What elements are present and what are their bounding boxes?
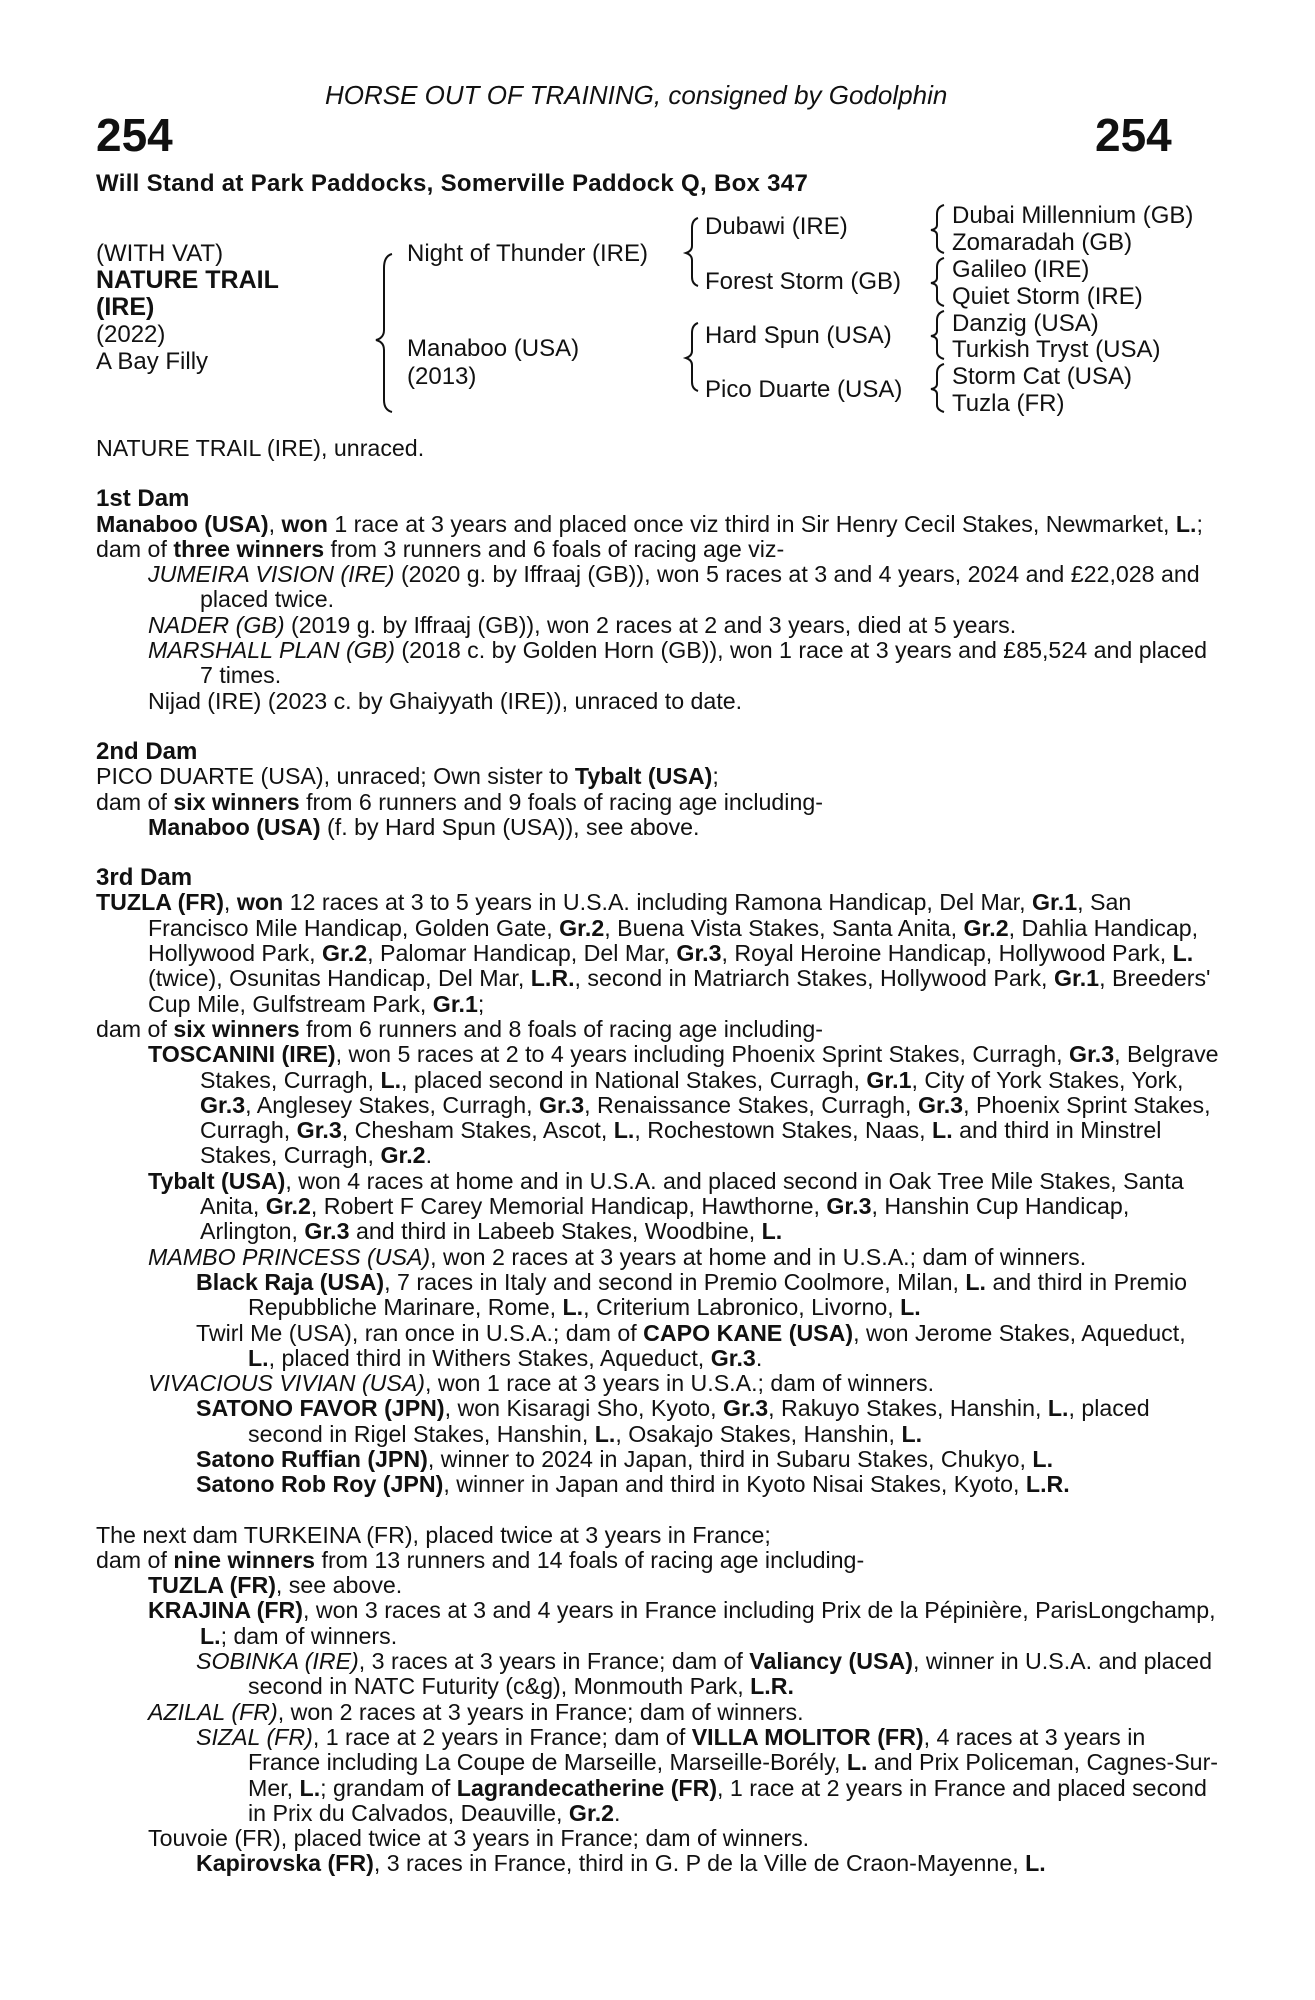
produce-satono-ruffian: Satono Ruffian (JPN), winner to 2024 in Japan, third in Subaru Stakes, Chukyo, L. <box>196 1445 1054 1472</box>
pedigree-ssd: Zomaradah (GB) <box>952 229 1133 256</box>
pedigree-sire: Night of Thunder (IRE) <box>407 240 648 267</box>
horse-name: NATURE TRAIL <box>96 266 279 294</box>
horse-country: (IRE) <box>96 293 155 321</box>
consignor-banner: HORSE OUT OF TRAINING, consigned by Godolphin <box>325 80 948 110</box>
pedigree-dam-dam: Pico Duarte (USA) <box>705 376 903 403</box>
lot-number-left: 254 <box>96 109 173 161</box>
produce-twirl-me: Twirl Me (USA), ran once in U.S.A.; dam of CAPO KANE (USA), won Jerome Stakes, Aqueduct, L., placed third in Withers Stakes, Aqueduct, Gr.3. <box>196 1319 1186 1371</box>
pedigree-dam-sire: Hard Spun (USA) <box>705 322 892 349</box>
produce-mambo-princess: MAMBO PRINCESS (USA), won 2 races at 3 years at home and in U.S.A.; dam of winners. <box>148 1243 1087 1270</box>
stabling-location: Will Stand at Park Paddocks, Somerville Paddock Q, Box 347 <box>96 170 809 197</box>
unraced-line: NATURE TRAIL (IRE), unraced. <box>96 435 425 461</box>
produce-touvoie: Touvoie (FR), placed twice at 3 years in France; dam of winners. <box>148 1825 810 1852</box>
produce-manaboo: Manaboo (USA) (f. by Hard Spun (USA)), see above. <box>148 813 700 840</box>
next-dam-produce: dam of nine winners from 13 runners and 14 foals of racing age including- <box>96 1546 865 1573</box>
produce-nijad: Nijad (IRE) (2023 c. by Ghaiyyath (IRE)), unraced to date. <box>148 687 743 714</box>
race-record-body <box>96 436 1219 1877</box>
next-dam-record: The next dam TURKEINA (FR), placed twice at 3 years in France; <box>96 1521 771 1548</box>
second-dam-heading: 2nd Dam <box>96 737 198 765</box>
produce-vivacious-vivian: VIVACIOUS VIVIAN (USA), won 1 race at 3 years in U.S.A.; dam of winners. <box>148 1370 935 1397</box>
produce-tybalt: Tybalt (USA), won 4 races at home and in U.S.A. and placed second in Oak Tree Mile Stakes, Santa Anita, Gr.2, Robert F Carey Memorial Handicap, Hawthorne, Gr.3, Hanshin Cup Handicap, Arlington, Gr.3 and third in Labeeb Stakes, Woodbine, L. <box>148 1167 1184 1245</box>
vat-note: (WITH VAT) <box>96 240 224 267</box>
pedigree-sire-sire: Dubawi (IRE) <box>705 213 848 240</box>
produce-jumeira-vision: JUMEIRA VISION (IRE) (2020 g. by Iffraaj (GB)), won 5 races at 3 and 4 years, 2024 and £22,028 and placed twice. <box>148 561 1200 613</box>
pedigree-sss: Dubai Millennium (GB) <box>952 202 1194 229</box>
produce-tuzla: TUZLA (FR), see above. <box>148 1572 403 1599</box>
pedigree-ddd: Tuzla (FR) <box>952 390 1065 417</box>
produce-toscanini: TOSCANINI (IRE), won 5 races at 2 to 4 years including Phoenix Sprint Stakes, Curragh, Gr.3, Belgrave Stakes, Curragh, L., placed second in National Stakes, Curragh, Gr.1, City of York Stakes, York, Gr.3, Anglesey Stakes, Curragh, Gr.3, Renaissance Stakes, Curragh, Gr.3, Phoenix Sprint Stakes, Curragh, Gr.3, Chesham Stakes, Ascot, L., Rochestown Stakes, Naas, L. and third in Minstrel Stakes, Curragh, Gr.2. <box>148 1041 1219 1169</box>
third-dam-heading: 3rd Dam <box>96 864 193 892</box>
first-dam-produce: dam of three winners from 3 runners and 6 foals of racing age viz- <box>96 535 785 562</box>
first-dam-heading: 1st Dam <box>96 485 190 513</box>
produce-azilal: AZILAL (FR), won 2 races at 3 years in France; dam of winners. <box>148 1698 804 1725</box>
pedigree-dss: Danzig (USA) <box>952 310 1099 337</box>
produce-satono-rob-roy: Satono Rob Roy (JPN), winner in Japan and third in Kyoto Nisai Stakes, Kyoto, L.R. <box>196 1471 1070 1498</box>
pedigree-dds: Storm Cat (USA) <box>952 363 1133 390</box>
produce-nader: NADER (GB) (2019 g. by Iffraaj (GB)), won 2 races at 2 and 3 years, died at 5 years. <box>148 611 1017 638</box>
produce-satono-favor: SATONO FAVOR (JPN), won Kisaragi Sho, Kyoto, Gr.3, Rakuyo Stakes, Hanshin, L., placed second in Rigel Stakes, Hanshin, L., Osakajo Stakes, Hanshin, L. <box>196 1395 1150 1447</box>
second-dam-record: PICO DUARTE (USA), unraced; Own sister to Tybalt (USA); <box>96 763 719 790</box>
produce-krajina: KRAJINA (FR), won 3 races at 3 and 4 years in France including Prix de la Pépinière, ParisLongchamp, L.; dam of winners. <box>148 1597 1216 1649</box>
horse-description: A Bay Filly <box>96 348 209 375</box>
produce-sizal: SIZAL (FR), 1 race at 2 years in France; dam of VILLA MOLITOR (FR), 4 races at 3 years in France including La Coupe de Marseille, Marseille-Borély, L. and Prix Policeman, Cagnes-Sur-Mer, L.; grandam of Lagrandecatherine (FR), 1 race at 2 years in France and placed second in Prix du Calvados, Deauville, Gr.2. <box>196 1723 1219 1826</box>
third-dam-produce: dam of six winners from 6 runners and 8 foals of racing age including- <box>96 1015 823 1042</box>
produce-kapirovska: Kapirovska (FR), 3 races in France, third in G. P de la Ville de Craon-Mayenne, L. <box>196 1850 1046 1877</box>
produce-marshall-plan: MARSHALL PLAN (GB) (2018 c. by Golden Horn (GB)), won 1 race at 3 years and £85,524 and placed 7 times. <box>148 637 1208 689</box>
horse-year: (2022) <box>96 321 166 348</box>
produce-sobinka: SOBINKA (IRE), 3 races at 3 years in France; dam of Valiancy (USA), winner in U.S.A. and placed second in NATC Futurity (c&g), Monmouth Park, L.R. <box>196 1648 1212 1700</box>
pedigree-sdd: Quiet Storm (IRE) <box>952 283 1143 310</box>
pedigree-sds: Galileo (IRE) <box>952 256 1090 283</box>
first-dam-record: Manaboo (USA), won 1 race at 3 years and placed once viz third in Sir Henry Cecil Stakes, Newmarket, L.; <box>96 510 1203 537</box>
pedigree-dsd: Turkish Tryst (USA) <box>952 336 1161 363</box>
pedigree-dam-year: (2013) <box>407 363 477 390</box>
third-dam-record: TUZLA (FR), won 12 races at 3 to 5 years in U.S.A. including Ramona Handicap, Del Mar, Gr.1, San Francisco Mile Handicap, Golden Gate, Gr.2, Buena Vista Stakes, Santa Anita, Gr.2, Dahlia Handicap, Hollywood Park, Gr.2, Palomar Handicap, Del Mar, Gr.3, Royal Heroine Handicap, Hollywood Park, L. (twice), Osunitas Handicap, Del Mar, L.R., second in Matriarch Stakes, Hollywood Park, Gr.1, Breeders' Cup Mile, Gulfstream Park, Gr.1; <box>96 889 1211 1017</box>
second-dam-produce: dam of six winners from 6 runners and 9 foals of racing age including- <box>96 788 823 815</box>
produce-black-raja: Black Raja (USA), 7 races in Italy and second in Premio Coolmore, Milan, L. and third in Premio Repubbliche Marinare, Rome, L., Criterium Labronico, Livorno, L. <box>196 1268 1188 1321</box>
pedigree-dam: Manaboo (USA) <box>407 335 580 362</box>
lot-number-right: 254 <box>1095 109 1172 161</box>
pedigree-sire-dam: Forest Storm (GB) <box>705 268 902 295</box>
